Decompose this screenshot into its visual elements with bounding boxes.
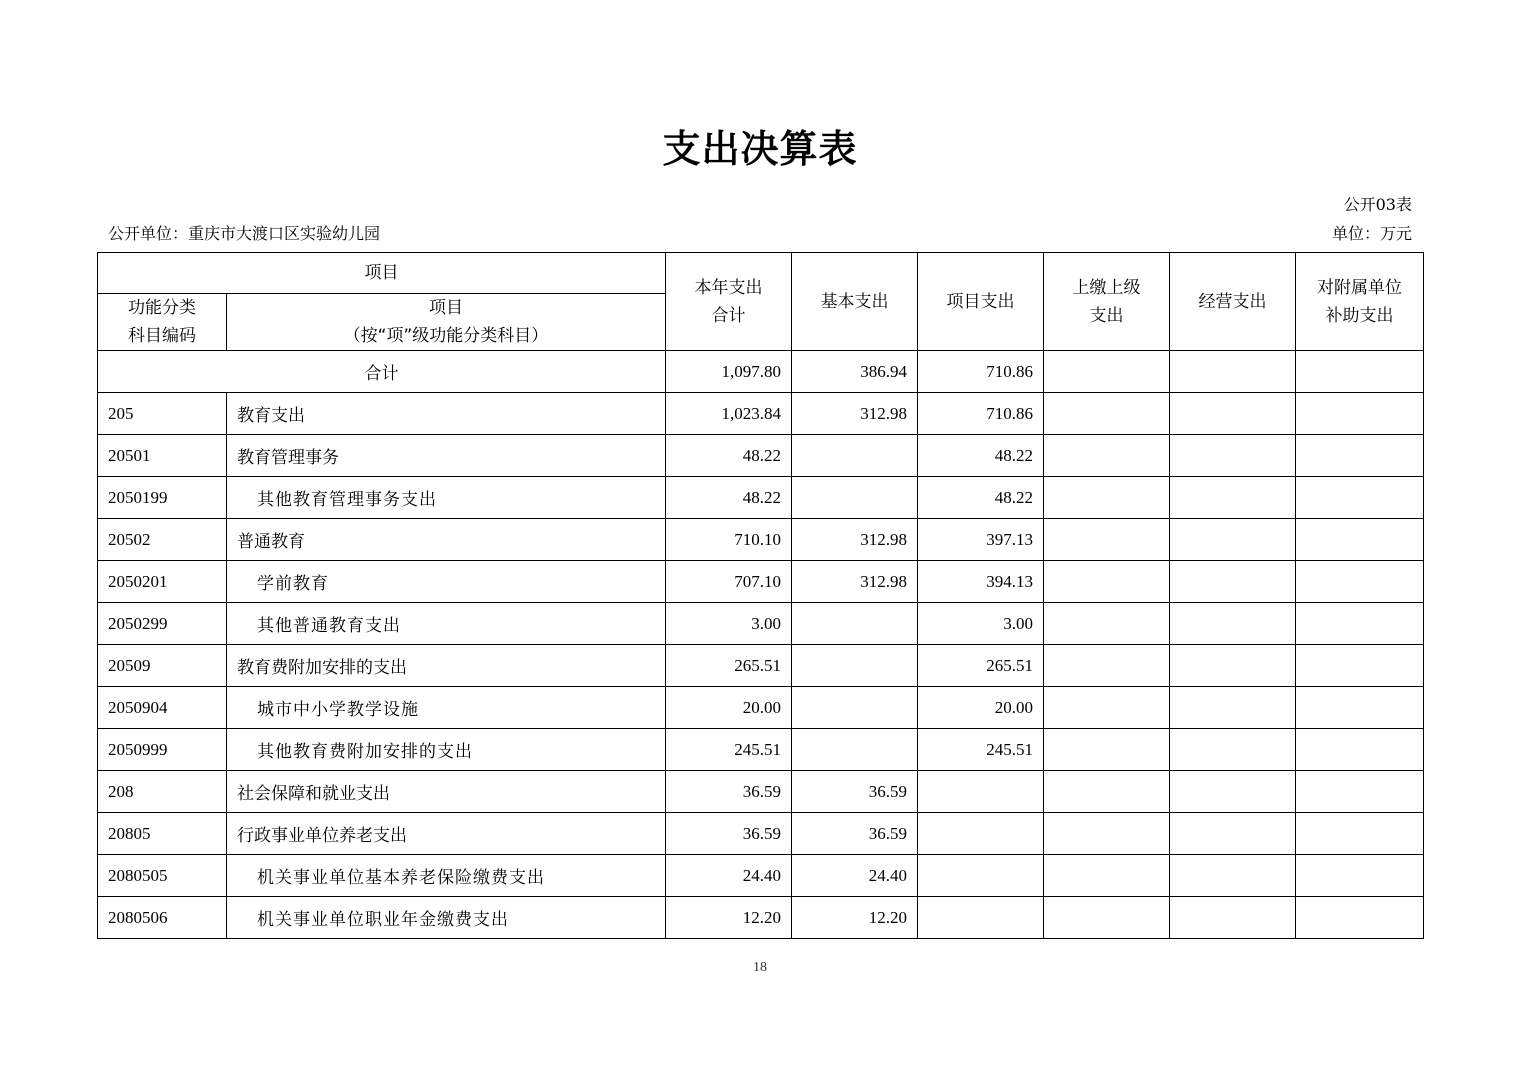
table-row [98,393,1424,435]
header-subsidy-line1: 对附属单位 [1317,277,1402,298]
table-row [98,435,1424,477]
table-row [98,897,1424,939]
row-basic: 36.59 [792,771,918,813]
row-name: 教育管理事务 [227,435,666,477]
total-subsidy [1296,351,1424,393]
row-name: 普通教育 [227,519,666,561]
row-basic: 36.59 [792,813,918,855]
row-total: 24.40 [666,855,792,897]
header-item-line1: 项目 [429,298,463,318]
row-total: 12.20 [666,897,792,939]
row-name: 行政事业单位养老支出 [227,813,666,855]
row-subsidy [1296,687,1424,729]
row-code: 2050299 [98,603,227,645]
total-business [1170,351,1296,393]
row-total: 36.59 [666,771,792,813]
table-row [98,561,1424,603]
row-code: 2050199 [98,477,227,519]
row-total: 707.10 [666,561,792,603]
table-row [98,519,1424,561]
row-basic [792,477,918,519]
header-subsidy-line2: 补助支出 [1325,305,1394,326]
row-business [1170,519,1296,561]
row-code: 20501 [98,435,227,477]
row-name: 其他教育管理事务支出 [227,477,666,519]
row-upper [1044,519,1170,561]
table-row [98,645,1424,687]
header-project-expenditure: 项目支出 [918,253,1044,351]
row-basic [792,603,918,645]
row-total: 1,023.84 [666,393,792,435]
row-business [1170,897,1296,939]
header-code-line1: 功能分类 [128,298,196,318]
row-business [1170,477,1296,519]
row-subsidy [1296,855,1424,897]
row-basic: 312.98 [792,393,918,435]
row-project: 48.22 [918,435,1044,477]
row-basic: 312.98 [792,519,918,561]
row-upper [1044,435,1170,477]
row-project: 397.13 [918,519,1044,561]
row-project: 20.00 [918,687,1044,729]
row-project: 710.86 [918,393,1044,435]
row-code: 208 [98,771,227,813]
row-business [1170,645,1296,687]
currency-unit: 单位：万元 [1331,224,1412,243]
table-row [98,729,1424,771]
row-business [1170,729,1296,771]
header-upper-line1: 上缴上级 [1072,277,1141,298]
header-upper [1044,253,1170,351]
row-project: 3.00 [918,603,1044,645]
row-upper [1044,645,1170,687]
row-business [1170,393,1296,435]
row-name: 其他普通教育支出 [227,603,666,645]
row-basic [792,729,918,771]
header-total-line1: 本年支出 [694,277,763,298]
row-business [1170,561,1296,603]
header-code [98,294,227,351]
row-subsidy [1296,435,1424,477]
row-subsidy [1296,477,1424,519]
total-label: 合计 [98,351,666,393]
row-total: 245.51 [666,729,792,771]
row-business [1170,603,1296,645]
header-total-line2: 合计 [711,305,746,326]
row-subsidy [1296,603,1424,645]
total-basic: 386.94 [792,351,918,393]
row-business [1170,435,1296,477]
row-name: 其他教育费附加安排的支出 [227,729,666,771]
header-business: 经营支出 [1170,253,1296,351]
row-total: 48.22 [666,435,792,477]
row-project: 245.51 [918,729,1044,771]
row-project: 394.13 [918,561,1044,603]
page-number: 18 [753,960,767,975]
row-name: 学前教育 [227,561,666,603]
total-upper [1044,351,1170,393]
expenditure-table [97,252,1424,939]
row-business [1170,771,1296,813]
row-name: 教育费附加安排的支出 [227,645,666,687]
row-business [1170,855,1296,897]
row-upper [1044,393,1170,435]
row-total: 3.00 [666,603,792,645]
table-row [98,603,1424,645]
row-subsidy [1296,729,1424,771]
row-code: 20805 [98,813,227,855]
row-basic [792,435,918,477]
row-upper [1044,855,1170,897]
row-upper [1044,603,1170,645]
row-project: 265.51 [918,645,1044,687]
row-basic: 12.20 [792,897,918,939]
header-code-line2: 科目编码 [128,326,196,346]
row-code: 2050999 [98,729,227,771]
row-upper [1044,897,1170,939]
page-title: 支出决算表 [662,127,858,171]
table-row [98,687,1424,729]
row-subsidy [1296,813,1424,855]
row-subsidy [1296,519,1424,561]
header-subsidy [1296,253,1424,351]
row-project [918,813,1044,855]
table-row [98,477,1424,519]
row-business [1170,813,1296,855]
row-project [918,855,1044,897]
total-row [98,351,1424,393]
row-code: 2050201 [98,561,227,603]
header-upper-line2: 支出 [1089,305,1124,326]
row-code: 2080506 [98,897,227,939]
row-total: 710.10 [666,519,792,561]
header-item-line2: （按“项”级功能分类科目） [343,326,549,346]
row-basic: 24.40 [792,855,918,897]
row-total: 48.22 [666,477,792,519]
row-total: 20.00 [666,687,792,729]
row-project: 48.22 [918,477,1044,519]
row-basic: 312.98 [792,561,918,603]
row-upper [1044,561,1170,603]
row-subsidy [1296,393,1424,435]
total-project: 710.86 [918,351,1044,393]
row-name: 机关事业单位基本养老保险缴费支出 [227,855,666,897]
row-upper [1044,687,1170,729]
row-code: 20509 [98,645,227,687]
row-project [918,771,1044,813]
reporting-unit: 公开单位：重庆市大渡口区实验幼儿园 [108,224,381,243]
header-project: 项目 [98,253,666,294]
total-total: 1,097.80 [666,351,792,393]
row-name: 城市中小学教学设施 [227,687,666,729]
row-project [918,897,1044,939]
row-upper [1044,729,1170,771]
row-upper [1044,813,1170,855]
row-upper [1044,477,1170,519]
form-number: 公开03表 [1343,195,1412,214]
row-code: 20502 [98,519,227,561]
header-total [666,253,792,351]
row-upper [1044,771,1170,813]
row-subsidy [1296,645,1424,687]
row-total: 36.59 [666,813,792,855]
header-item [227,294,666,351]
row-code: 205 [98,393,227,435]
row-code: 2080505 [98,855,227,897]
header-basic: 基本支出 [792,253,918,351]
row-code: 2050904 [98,687,227,729]
row-name: 机关事业单位职业年金缴费支出 [227,897,666,939]
row-name: 教育支出 [227,393,666,435]
row-basic [792,687,918,729]
row-subsidy [1296,771,1424,813]
row-name: 社会保障和就业支出 [227,771,666,813]
row-basic [792,645,918,687]
row-total: 265.51 [666,645,792,687]
row-business [1170,687,1296,729]
row-subsidy [1296,561,1424,603]
table-row [98,813,1424,855]
table-row [98,771,1424,813]
row-subsidy [1296,897,1424,939]
table-row [98,855,1424,897]
